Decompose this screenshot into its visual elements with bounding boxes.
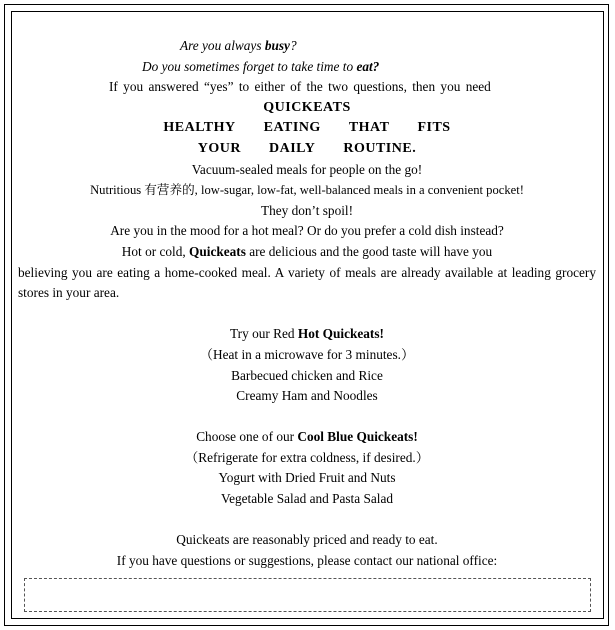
brand-name: QUICKEATS	[263, 99, 351, 115]
cool-menu-item: Vegetable Salad and Pasta Salad	[220, 491, 394, 507]
mood-question-line: Are you in the mood for a hot meal? Or do you prefer a cold dish instead?	[110, 223, 504, 239]
cool-menu-item: Yogurt with Dried Fruit and Nuts	[218, 470, 396, 486]
variety-paragraph: believing you are eating a home-cooked meal. A variety of meals are already available at leading grocery stores in your area.	[18, 264, 596, 301]
hot-menu-item: Creamy Ham and Noodles	[236, 388, 378, 404]
question-busy: Are you always busy?	[180, 38, 297, 53]
question-answer-line: If you answered “yes” to either of the two questions, then you need	[109, 79, 491, 95]
hot-instructions: （Heat in a microwave for 3 minutes.）	[199, 346, 415, 362]
nutritious-line: Nutritious 有营养的, low-sugar, low-fat, well-balanced meals in a convenient pocket!	[90, 183, 524, 198]
hot-or-cold-line: Hot or cold, Quickeats are delicious and the good taste will have you	[121, 243, 493, 259]
vacuum-sealed-line: Vacuum-sealed meals for people on the go!	[191, 161, 423, 177]
hot-menu-item: Barbecued chicken and Rice	[231, 367, 383, 383]
contact-line: If you have questions or suggestions, please contact our national office:	[116, 552, 498, 568]
contact-address-box	[24, 578, 591, 612]
advertisement-body	[18, 36, 596, 571]
no-spoil-line: They don’t spoil!	[260, 202, 354, 218]
slogan-line-1: HEALTHY EATING THAT FITS	[163, 120, 451, 136]
question-forget: Do you sometimes forget to take time to eat?	[142, 58, 380, 74]
price-line: Quickeats are reasonably priced and ready to eat.	[176, 532, 438, 548]
hot-quickeats-line: Try our Red Hot Quickeats!	[230, 326, 384, 342]
cool-instructions: （Refrigerate for extra coldness, if desired.）	[184, 449, 430, 465]
slogan-line-2: YOUR DAILY ROUTINE.	[197, 140, 417, 156]
cool-quickeats-line: Choose one of our Cool Blue Quickeats!	[196, 429, 418, 445]
